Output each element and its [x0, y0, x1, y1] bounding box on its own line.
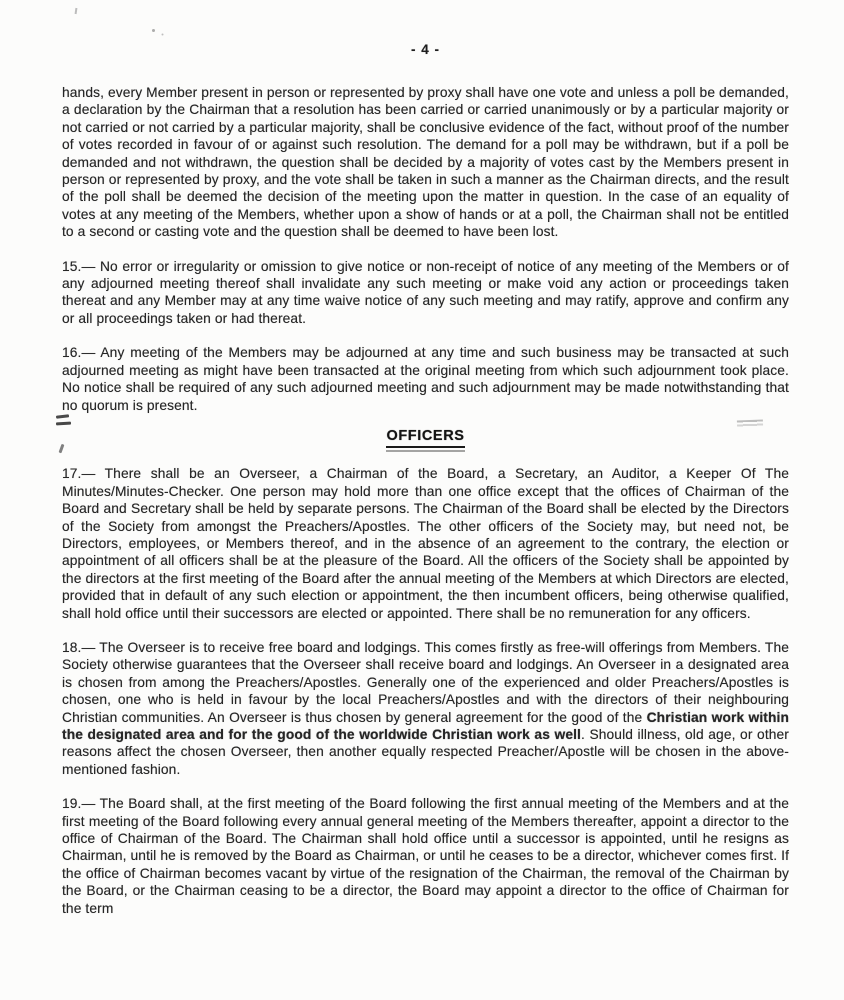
officers-section-heading [62, 428, 789, 452]
clause-15-text: 15.— No error or irregularity or omission to give notice or non-receipt of notice of any meeting of the Members or of any adjourned meeting thereof shall invalidate any such meeting or make void any action or proceedings taken thereat and any Member may at any time waive notice of any such meeting and may ratify, approve and confirm any or all proceedings taken or had thereat. [62, 258, 789, 326]
paragraph-clause-16 [62, 344, 789, 414]
clause-18-bold-phrase: Christian work within the designated area and for the good of the worldwide Christian work as well [62, 709, 789, 742]
page-number: - 4 - [410, 42, 440, 57]
paragraph-clause-14-continuation [62, 84, 789, 241]
clause-17-text: 17.— There shall be an Overseer, a Chairman of the Board, a Secretary, an Auditor, a Keeper Of The Minutes/Minutes-Checker. One person may hold more than one office except that the offices of Chairman of the Board and Secretary shall be held by separate persons. The Chairman of the Board shall be elected by the Directors of the Society from amongst the Preachers/Apostles. The other officers of the Society may, but need not, be Directors, employees, or Members thereof, and in the absence of an agreement to the contrary, the election or appointment of all officers shall be at the pleasure of the Board. All the officers of the Society shall be appointed by the directors at the first meeting of the Board after the annual meeting of the Members at which Directors are elected, provided that in default of any such election or appointment, the then incumbent officers, being otherwise qualified, shall hold office until their successors are elected or appointed. There shall be no remuneration for any officers. [62, 466, 789, 621]
scan-mark-top-left-dots [152, 29, 155, 32]
clause-14-text: hands, every Member present in person or represented by proxy shall have one vote and unless a poll be demanded, a declaration by the Chairman that a resolution has been carried or carried unanimously or by a particular majority or not carried or not carried by a particular majority, shall be conclusive evidence of the fact, without proof of the number of votes recorded in favour of or against such resolution. The demand for a poll may be withdrawn, but if a poll be demanded and not withdrawn, the question shall be decided by a majority of votes cast by the Members present in person or represented by proxy, and the vote shall be taken in such a manner as the Chairman directs, and the result of the poll shall be deemed the decision of the meeting upon the matter in question. In the case of an equality of votes at any meeting of the Members, whether upon a show of hands or at a poll, the Chairman shall not be entitled to a second or casting vote and the question shall be deemed to have been lost. [62, 85, 789, 240]
heading-underline [386, 428, 464, 452]
clause-16-text: 16.— Any meeting of the Members may be adjourned at any time and such business may be transacted at such adjourned meeting as might have been transacted at the original meeting from which such adjournment took place. No notice shall be required of any such adjourned meeting and such adjournment may be made notwithstanding that no quorum is present. [62, 345, 789, 413]
scan-mark-top-left-tick [75, 8, 78, 14]
document-body [62, 84, 789, 917]
officers-heading-text: OFFICERS [386, 428, 464, 448]
paragraph-clause-15 [62, 258, 789, 328]
clause-18-text-lead: 18.— The Overseer is to receive free board and lodgings. This comes firstly as free-will offerings from Members. The Society otherwise guarantees that the Overseer shall receive board and lodgings. An Overseer in a designated area is chosen from among the Preachers/Apostles. Generally one of the experienced and older Preachers/Apostles is chosen, one who is held in favour by the local Preachers/Apostles and with the directors of their neighbouring Christian communities. An Overseer is thus chosen by general agreement for the good of the [62, 639, 789, 725]
clause-19-text: 19.— The Board shall, at the first meeting of the Board following the first annual meeting of the Members and at the first meeting of the Board following every annual general meeting of the Members thereafter, appoint a director to the office of Chairman of the Board. The Chairman shall hold office until a successor is appointed, until he resigns as Chairman, until he is removed by the Board as Chairman, or until he ceases to be a director, whichever comes first. If the office of Chairman becomes vacant by virtue of the resignation of the Chairman, the removal of the Chairman by the Board, or the Chairman ceasing to be a director, the Board may appoint a director to the office of Chairman for the term [62, 796, 789, 916]
clause-18-text-tail: . Should illness, old age, or other reasons affect the chosen Overseer, then another equally respected Preacher/Apostle will be chosen in the above-mentioned fashion. [62, 727, 789, 777]
paragraph-clause-19 [62, 795, 789, 917]
paragraph-clause-18 [62, 639, 789, 778]
paragraph-clause-17 [62, 465, 789, 622]
